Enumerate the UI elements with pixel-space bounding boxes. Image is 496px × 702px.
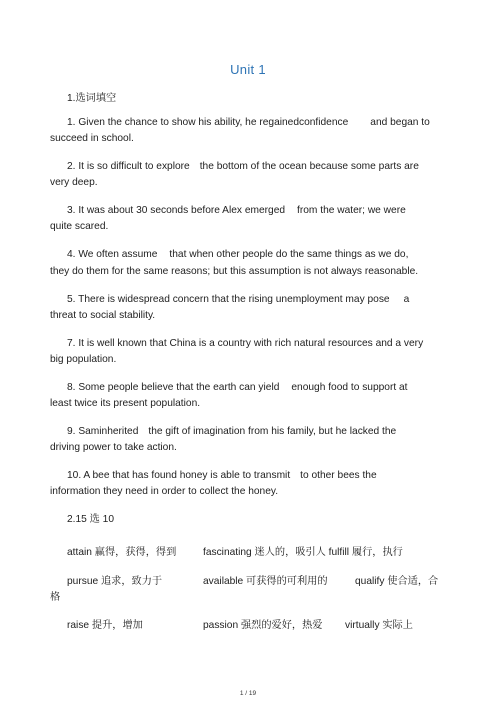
vocab-item: available 可获得的可利用的 — [203, 576, 328, 587]
question-5-line-1: 5. There is widespread concern that the rising unemployment may pose a — [67, 294, 410, 305]
question-9-line-2: driving power to take action. — [50, 442, 177, 453]
question-1-line-2: succeed in school. — [50, 133, 134, 144]
question-9-line-1: 9. Saminherited the gift of imagination from his family, but he lacked the — [67, 426, 397, 437]
vocab-item: pursue 追求，致力于 — [67, 576, 163, 587]
question-3-line-2: quite scared. — [50, 221, 109, 232]
question-10-line-2: information they need in order to collect the honey. — [50, 486, 279, 497]
vocab-item: attain 赢得，获得，得到 — [67, 547, 177, 558]
question-2-line-2: very deep. — [50, 177, 98, 188]
vocab-item: passion 强烈的爱好，热爱 — [203, 620, 323, 631]
vocab-item: qualify 使合适，合 — [355, 576, 439, 587]
question-5-line-2: threat to social stability. — [50, 310, 156, 321]
question-2-line-1: 2. It is so difficult to explore the bottom of the ocean because some parts are — [67, 161, 419, 172]
question-8-line-2: least twice its present population. — [50, 398, 201, 409]
vocab-item: fascinating 迷人的，吸引人 fulfill 履行，执行 — [203, 547, 403, 558]
question-1-line-1: 1. Given the chance to show his ability, he regainedconfidence and began to — [67, 117, 430, 128]
question-7-line-2: big population. — [50, 354, 117, 365]
question-7-line-1: 7. It is well known that China is a country with rich natural resources and a very — [67, 338, 424, 349]
question-4-line-1: 4. We often assume that when other people do the same things as we do, — [67, 249, 409, 260]
question-8-line-1: 8. Some people believe that the earth can yield enough food to support at — [67, 382, 408, 393]
vocab-item: virtually 实际上 — [345, 620, 413, 631]
page-number: 1 / 19 — [239, 690, 257, 697]
question-4-line-2: they do them for the same reasons; but this assumption is not always reasonable. — [50, 266, 419, 277]
vocab-item-wrap: 格 — [50, 592, 61, 603]
section-heading-1: 1.选词填空 — [67, 93, 117, 104]
vocab-item: raise 提升，增加 — [67, 620, 143, 631]
section-heading-2: 2.15 选 10 — [67, 514, 115, 525]
question-3-line-1: 3. It was about 30 seconds before Alex emerged from the water; we were — [67, 205, 406, 216]
question-10-line-1: 10. A bee that has found honey is able to transmit to other bees the — [67, 470, 377, 481]
page-title: Unit 1 — [230, 62, 266, 77]
